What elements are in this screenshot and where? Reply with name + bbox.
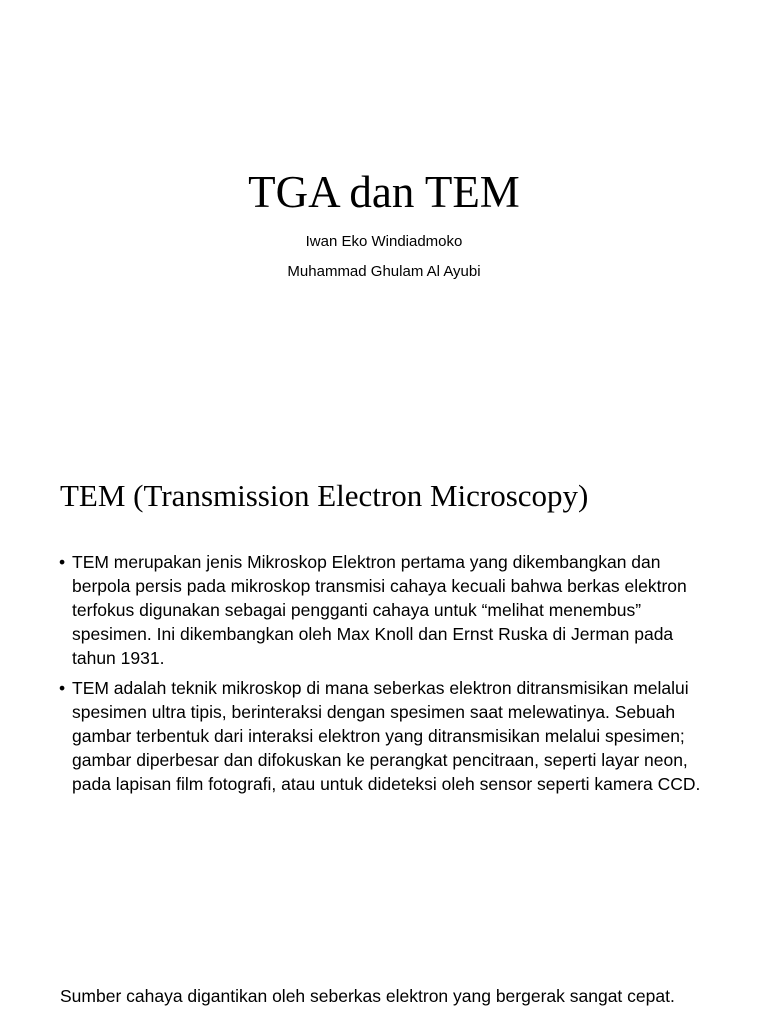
bullet-item	[59, 676, 719, 796]
slide-tem-overview	[0, 432, 768, 864]
section-title: TEM (Transmission Electron Microscopy)	[60, 478, 589, 513]
bullet-list	[59, 550, 719, 802]
author-list	[0, 230, 768, 290]
page-title: TGA dan TEM	[248, 167, 520, 217]
author-name: Muhammad Ghulam Al Ayubi	[287, 263, 481, 280]
slide-title-page	[0, 0, 768, 432]
bullet-text: TEM merupakan jenis Mikroskop Elektron pertama yang dikembangkan dan berpola persis pada mikroskop transmisi cahaya kecuali bahwa berkas elektron terfokus digunakan sebagai pengganti cahaya untuk “melihat menembus” spesimen. Ini dikembangkan oleh Max Knoll dan Ernst Ruska di Jerman pada tahun 1931.	[72, 552, 687, 668]
bullet-icon: •	[59, 552, 66, 572]
bullet-icon: •	[59, 678, 66, 698]
slide-text: Sumber cahaya digantikan oleh seberkas elektron yang bergerak sangat cepat.	[60, 986, 675, 1006]
author-name: Iwan Eko Windiadmoko	[305, 233, 463, 250]
bullet-item	[59, 550, 719, 670]
slide-electron-source	[0, 864, 768, 1024]
bullet-text: TEM adalah teknik mikroskop di mana seberkas elektron ditransmisikan melalui spesimen ultra tipis, berinteraksi dengan spesimen saat melewatinya. Sebuah gambar terbentuk dari interaksi elektron yang ditransmisikan melalui spesimen; gambar diperbesar dan difokuskan ke perangkat pencitraan, seperti layar neon, pada lapisan film fotografi, atau untuk dideteksi oleh sensor seperti kamera CCD.	[72, 678, 701, 794]
